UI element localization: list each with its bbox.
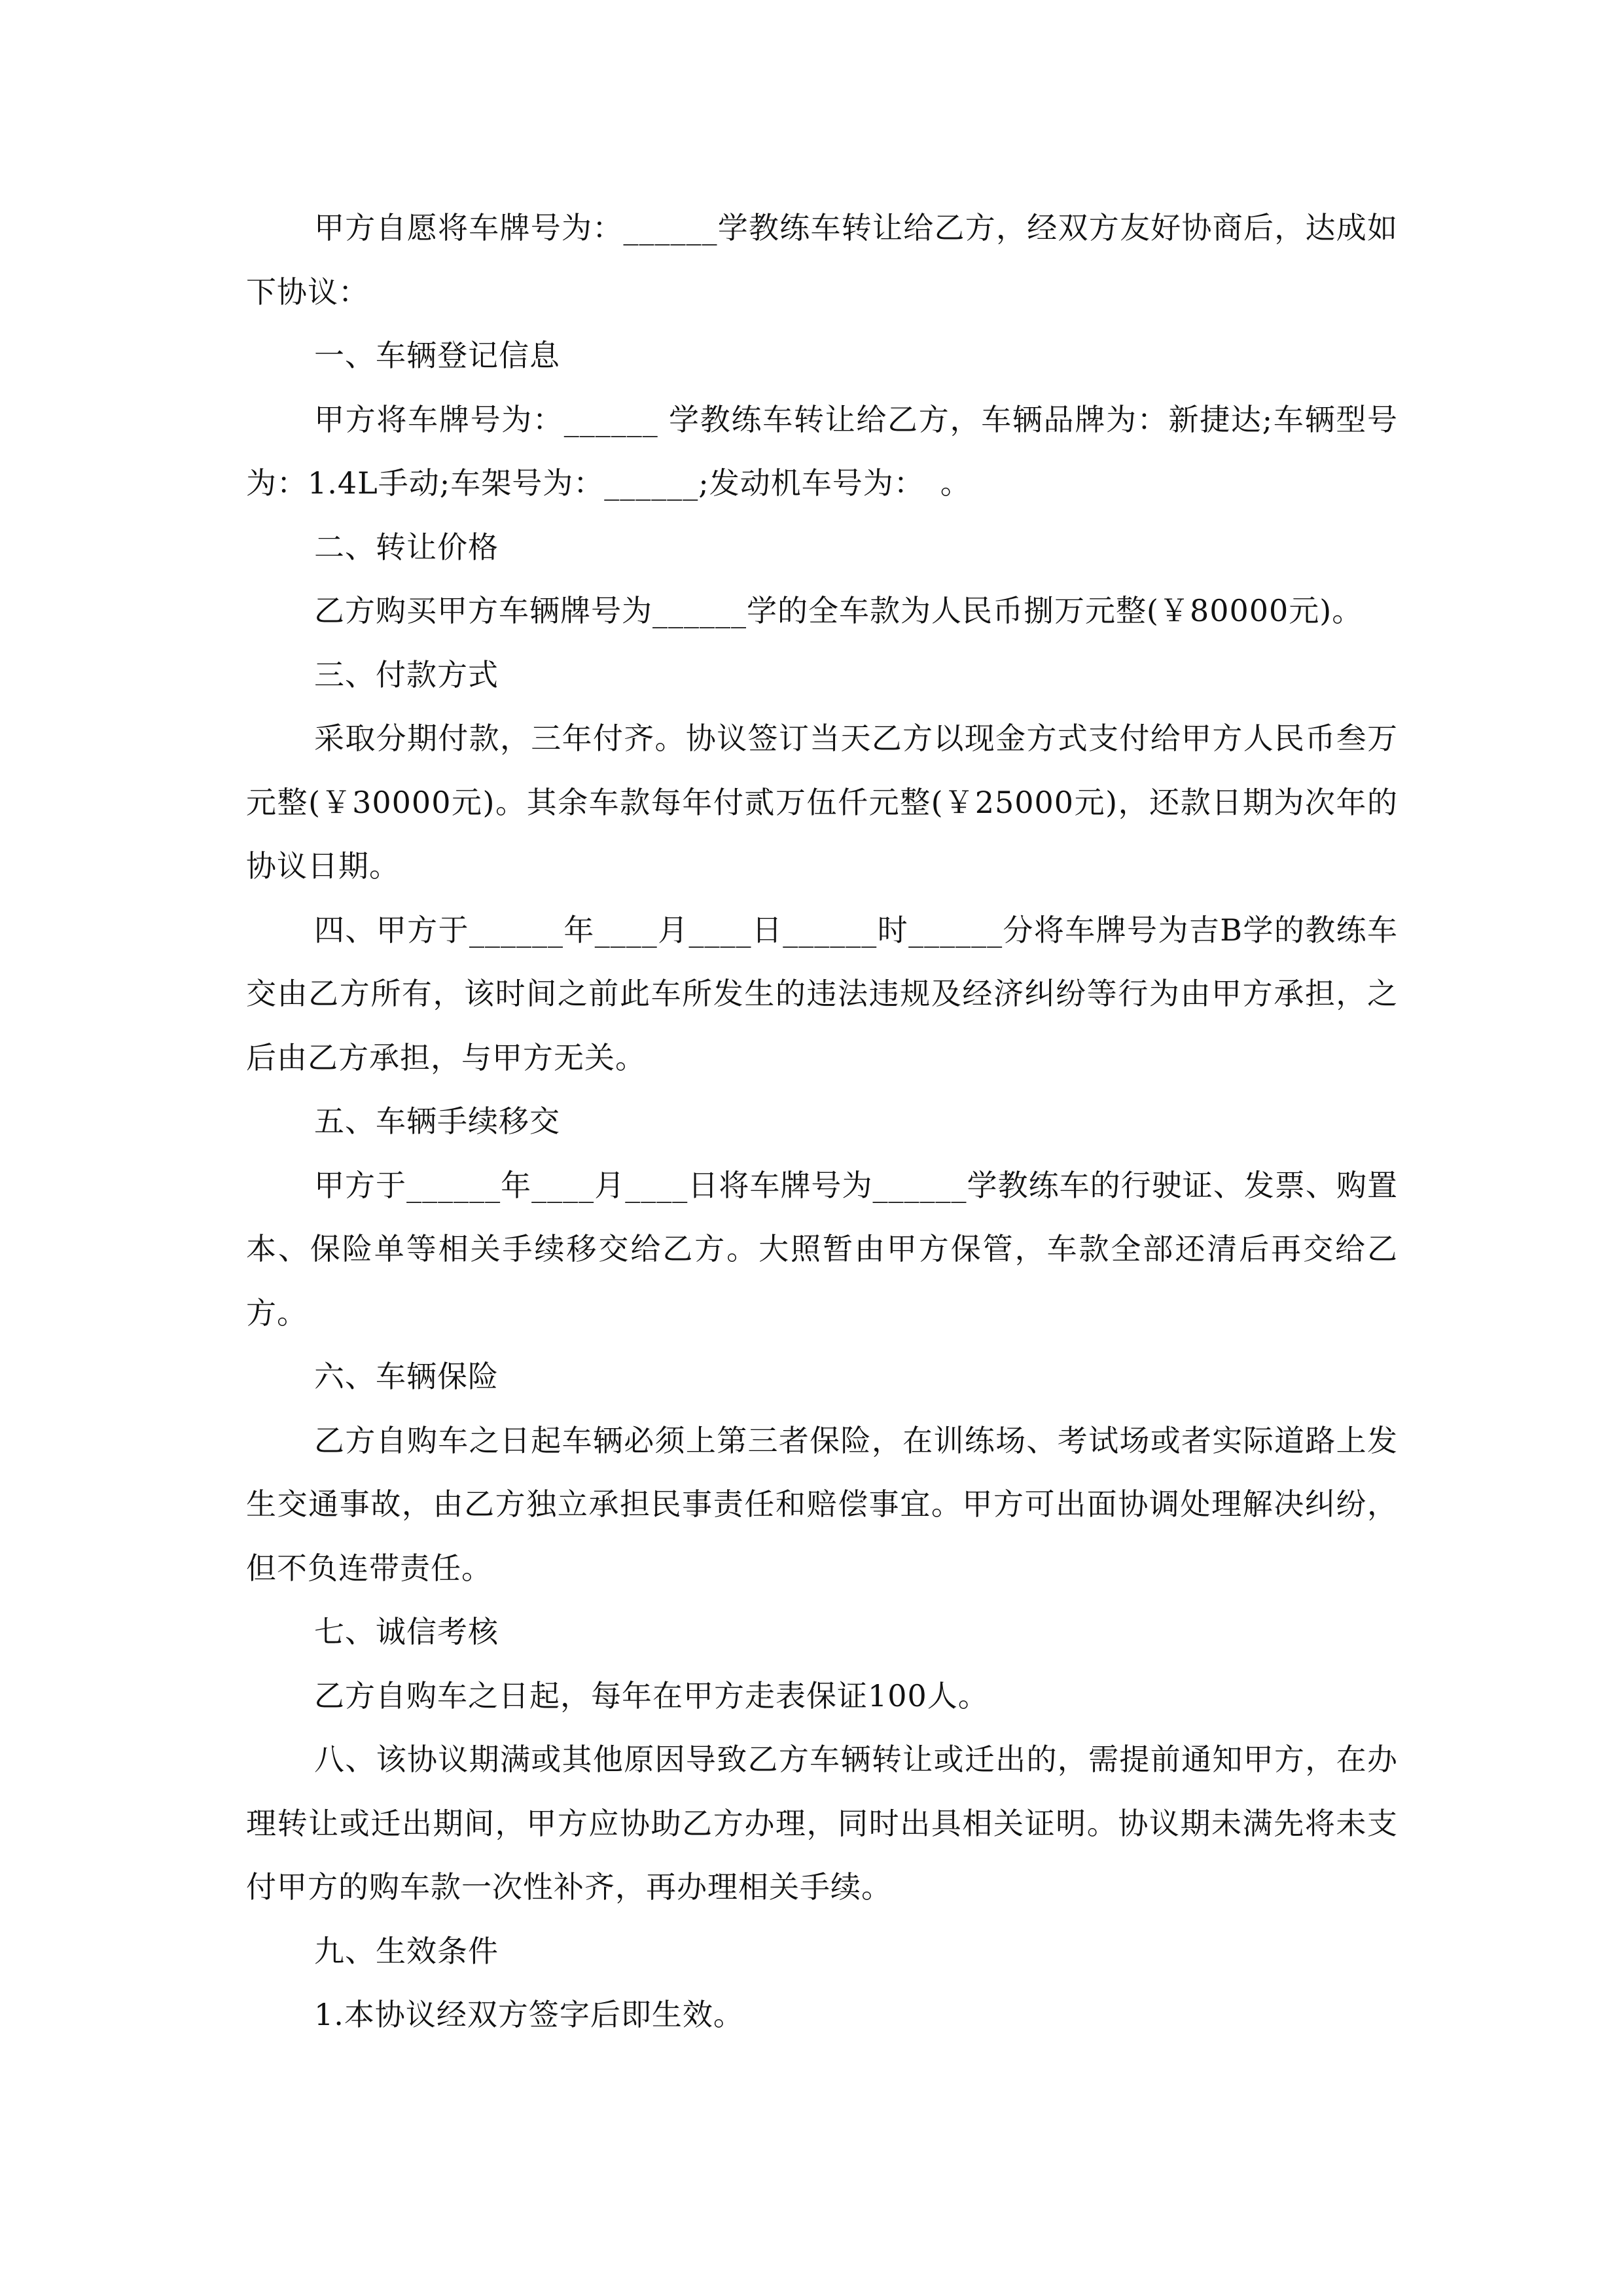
payment-method-paragraph: 采取分期付款，三年付齐。协议签订当天乙方以现金方式支付给甲方人民币叁万元整(￥30000元)。其余车款每年付贰万伍仟元整(￥25000元)，还款日期为次年的协议日期。 (246, 721, 1398, 884)
vehicle-registration-paragraph: 甲方将车牌号为：______ 学教练车转让给乙方，车辆品牌为：新捷达;车辆型号为：1.4L手动;车架号为：______;发动机车号为： 。 (246, 401, 1398, 501)
section-heading-vehicle-registration: 一、车辆登记信息 (314, 338, 560, 373)
section-heading-integrity-assessment: 七、诚信考核 (314, 1614, 499, 1649)
section-heading-effective-conditions: 九、生效条件 (314, 1933, 499, 1969)
intro-paragraph: 甲方自愿将车牌号为：______学教练车转让给乙方，经双方友好协商后，达成如下协议： (246, 210, 1398, 310)
section-heading-vehicle-insurance: 六、车辆保险 (314, 1359, 499, 1394)
document-body (246, 196, 1398, 2047)
handover-time-paragraph: 四、甲方于______年____月____日______时______分将车牌号为吉B学的教练车交由乙方所有，该时间之前此车所发生的违法违规及经济纠纷等行为由甲方承担，之后由乙方承担，与甲方无关。 (246, 912, 1398, 1075)
effective-condition-item-1: 1.本协议经双方签字后即生效。 (314, 1997, 744, 2032)
integrity-assessment-paragraph: 乙方自购车之日起，每年在甲方走表保证100人。 (314, 1677, 989, 1713)
procedure-transfer-paragraph: 甲方于______年____月____日将车牌号为______学教练车的行驶证、发票、购置本、保险单等相关手续移交给乙方。大照暂由甲方保管，车款全部还清后再交给乙方。 (246, 1167, 1398, 1331)
section-heading-payment-method: 三、付款方式 (314, 656, 499, 692)
section-heading-transfer-price: 二、转让价格 (314, 529, 499, 565)
section-heading-procedure-transfer: 五、车辆手续移交 (314, 1103, 560, 1139)
expiry-transfer-paragraph: 八、该协议期满或其他原因导致乙方车辆转让或迁出的，需提前通知甲方，在办理转让或迁出期间，甲方应协助乙方办理，同时出具相关证明。协议期未满先将未支付甲方的购车款一次性补齐，再办理相关手续。 (246, 1742, 1398, 1905)
vehicle-insurance-paragraph: 乙方自购车之日起车辆必须上第三者保险，在训练场、考试场或者实际道路上发生交通事故，由乙方独立承担民事责任和赔偿事宜。甲方可出面协调处理解决纠纷，但不负连带责任。 (246, 1422, 1398, 1586)
transfer-price-paragraph: 乙方购买甲方车辆牌号为______学的全车款为人民币捌万元整(￥80000元)。 (314, 593, 1363, 628)
